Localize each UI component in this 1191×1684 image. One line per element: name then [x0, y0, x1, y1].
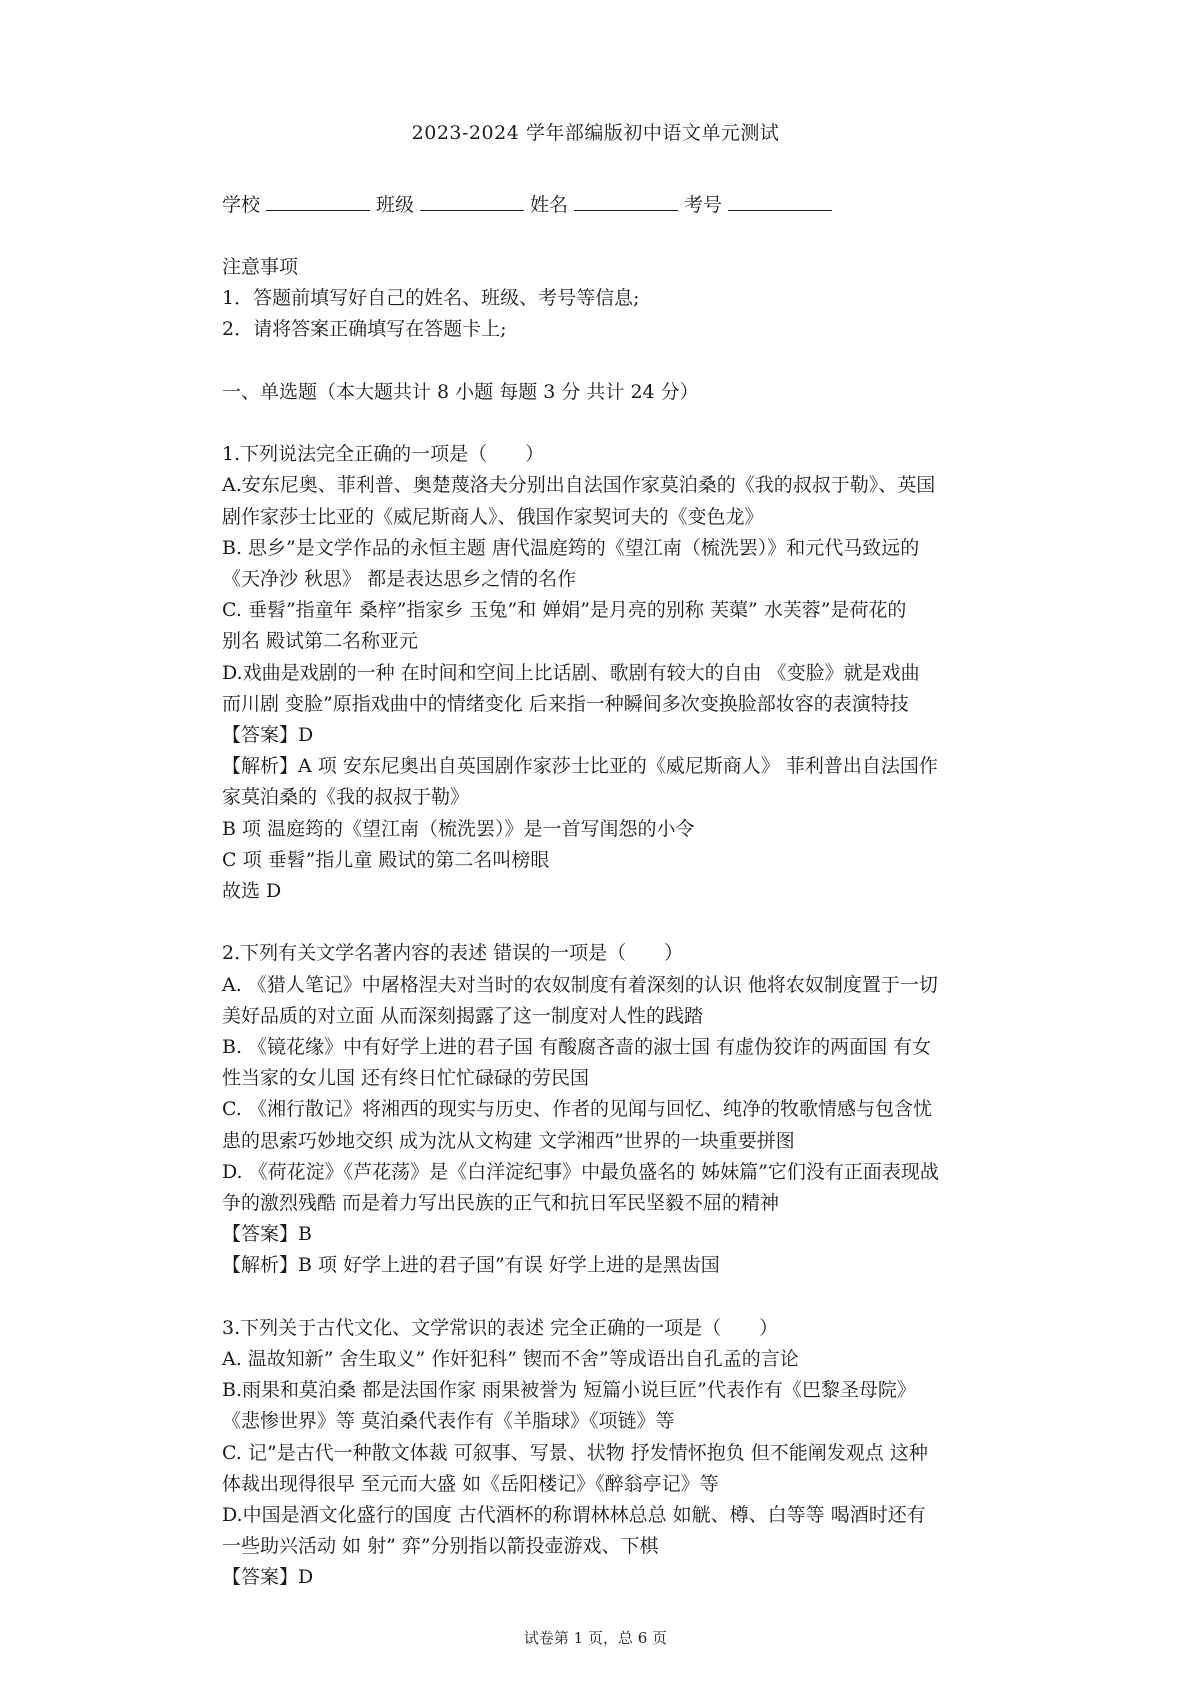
notice-item: 2．请将答案正确填写在答题卡上; [222, 318, 507, 341]
class-blank [420, 196, 524, 211]
question-line: A. 《猎人笔记》中屠格涅夫对当时的农奴制度有着深刻的认识 他将农奴制度置于一切 [222, 973, 938, 996]
exam-no-label: 考号 [684, 194, 723, 216]
question-line: 3.下列关于古代文化、文学常识的表述 完全正确的一项是（ ） [222, 1316, 779, 1339]
question-line: C. 《湘行散记》将湘西的现实与历史、作者的见闻与回忆、纯净的牧歌情感与包含忧 [222, 1098, 932, 1121]
spacer [222, 408, 1002, 439]
question-line: B. 《镜花缘》中有好学上进的君子国 有酸腐吝啬的淑士国 有虚伪狡诈的两面国 有女 [222, 1036, 932, 1059]
question-line: 体裁出现得很早 至元而大盛 如《岳阳楼记》《醉翁亭记》等 [222, 1472, 719, 1495]
analysis-line: B 项 温庭筠的《望江南（梳洗罢）》是一首写闺怨的小令 [222, 817, 695, 840]
question-line: B. 思乡”是文学作品的永恒主题 唐代温庭筠的《望江南（梳洗罢）》和元代马致远的 [222, 536, 920, 559]
name-blank [574, 196, 678, 211]
question-line: 患的思索巧妙地交织 成为沈从文构建 文学湘西”世界的一块重要拼图 [222, 1129, 795, 1152]
question-line: 剧作家莎士比亚的《威尼斯商人》、俄国作家契诃夫的《变色龙》 [222, 505, 764, 528]
question-line: C. 记”是古代一种散文体裁 可叙事、写景、状物 抒发情怀抱负 但不能阐发观点 这种 [222, 1441, 928, 1464]
spacer [222, 346, 1002, 377]
question-line: 美好品质的对立面 从而深刻揭露了这一制度对人性的践踏 [222, 1004, 704, 1027]
answer-line: 【答案】D [222, 724, 314, 747]
spacer [222, 907, 1002, 938]
question-line: A.安东尼奥、菲利普、奥楚蔑洛夫分别出自法国作家莫泊桑的《我的叔叔于勒》、英国 [222, 474, 936, 497]
analysis-line: 家莫泊桑的《我的叔叔于勒》 [222, 786, 470, 809]
section-heading: 一、单选题（本大题共计 8 小题 每题 3 分 共计 24 分） [222, 380, 699, 403]
question-line: 《悲惨世界》等 莫泊桑代表作有《羊脂球》《项链》等 [222, 1410, 675, 1433]
exam-no-blank [728, 196, 832, 211]
spacer [222, 1282, 1002, 1313]
question-line: D.中国是酒文化盛行的国度 古代酒杯的称谓林林总总 如觥、樽、白等等 喝酒时还有 [222, 1504, 926, 1527]
question-line: 2.下列有关文学名著内容的表述 错误的一项是（ ） [222, 942, 684, 965]
question-line: D. 《荷花淀》《芦花荡》是《白洋淀纪事》中最负盛名的 姊妹篇”它们没有正面表现战 [222, 1160, 939, 1183]
question-1 [222, 439, 1002, 907]
answer-line: 【答案】B [222, 1223, 312, 1246]
analysis-line: 【解析】A 项 安东尼奥出自英国剧作家莎士比亚的《威尼斯商人》 菲利普出自法国作 [222, 755, 938, 778]
question-line: 1.下列说法完全正确的一项是（ ） [222, 443, 545, 466]
question-line: 《天净沙 秋思》 都是表达思乡之情的名作 [222, 568, 577, 590]
analysis-line: C 项 垂髫”指儿童 殿试的第二名叫榜眼 [222, 848, 550, 871]
question-line: 争的激烈残酷 而是着力写出民族的正气和抗日军民坚毅不屈的精神 [222, 1192, 780, 1215]
question-line: 性当家的女儿国 还有终日忙忙碌碌的劳民国 [222, 1067, 590, 1090]
page-footer: 试卷第 1 页，总 6 页 [523, 1629, 668, 1647]
name-label: 姓名 [530, 194, 569, 216]
notice-item: 1．答题前填写好自己的姓名、班级、考号等信息; [222, 287, 640, 310]
question-line: D.戏曲是戏剧的一种 在时间和空间上比话剧、歌剧有较大的自由 《变脸》就是戏曲 [222, 661, 920, 684]
class-label: 班级 [376, 194, 415, 216]
question-3 [222, 1313, 1002, 1594]
question-2 [222, 938, 1002, 1281]
question-line: B.雨果和莫泊桑 都是法国作家 雨果被誉为 短篇小说巨匠”代表作有《巴黎圣母院》 [222, 1379, 916, 1402]
question-line: 别名 殿试第二名称亚元 [222, 630, 419, 653]
exam-content [222, 252, 1002, 1594]
analysis-line: 故选 D [222, 880, 282, 903]
notice-heading: 注意事项 [222, 256, 299, 278]
question-line: A. 温故知新” 舍生取义” 作奸犯科” 锲而不舍”等成语出自孔孟的言论 [222, 1348, 799, 1371]
answer-line: 【答案】D [222, 1566, 314, 1589]
student-info-row [222, 190, 838, 217]
question-line: 而川剧 变脸”原指戏曲中的情绪变化 后来指一种瞬间多次变换脸部妆容的表演特技 [222, 692, 909, 715]
exam-title: 2023-2024 学年部编版初中语文单元测试 [411, 122, 780, 144]
analysis-line: 【解析】B 项 好学上进的君子国”有误 好学上进的是黑齿国 [222, 1254, 720, 1277]
question-line: 一些助兴活动 如 射” 弈”分别指以箭投壶游戏、下棋 [222, 1535, 659, 1558]
school-blank [266, 196, 370, 211]
question-line: C. 垂髫”指童年 桑梓”指家乡 玉兔”和 婵娟”是月亮的别称 芙蕖” 水芙蓉”是荷花的 [222, 599, 907, 622]
school-label: 学校 [222, 194, 261, 216]
